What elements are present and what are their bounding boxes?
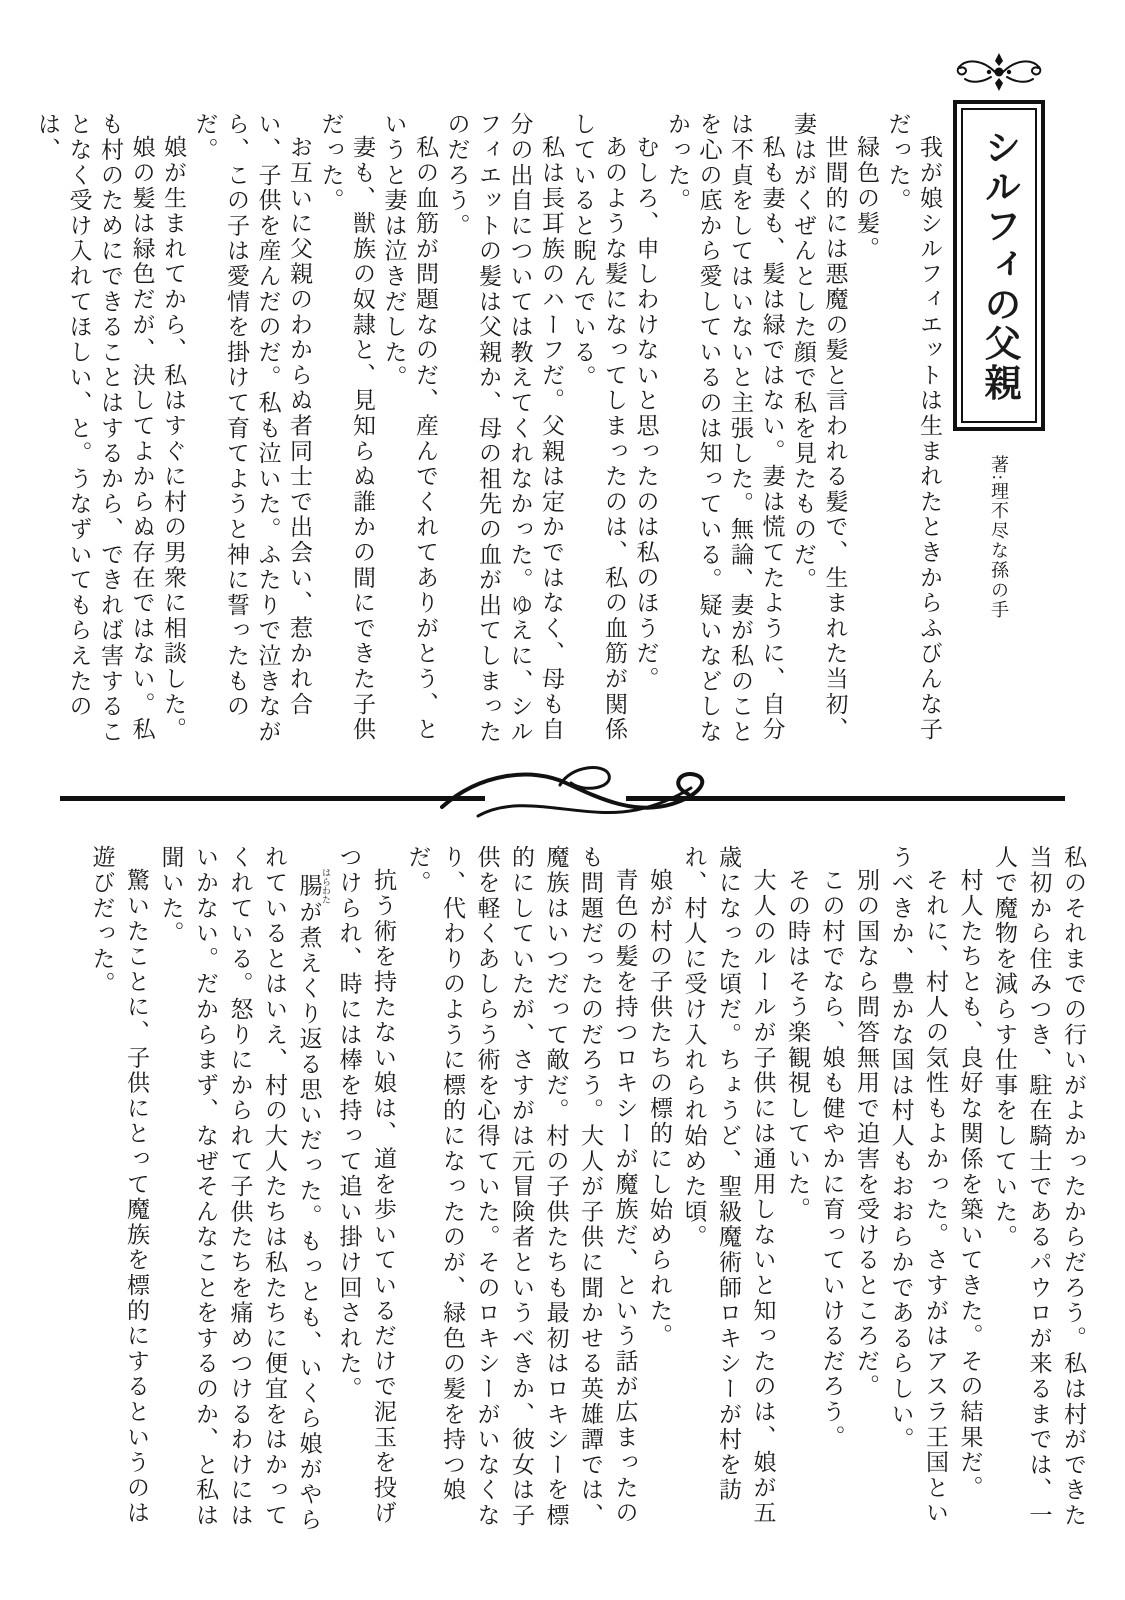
paragraph: 私の血筋が問題なのだ、産んでくれてありがとう、というと妻は泣きだした。 [381,112,438,743]
chapter-title: シルフィの父親 [979,128,1020,403]
fleuron-ornament-icon [951,52,1047,92]
paragraph: 娘が村の子供たちの標的にし始められた。 [647,868,672,1349]
paragraph-rest: が煮えくり返る思いだった。もっとも、いくら娘がやられているとはいえ、村の大人たちは私たちに便宜をはかってくれている。怒りにかられて子供たちを痛めつけるわけにはいかない。だからまず、なぜそんなことをするのか、と私は聞いた。 [158,845,322,1533]
paragraph: 世間的には悪魔の髪と言われる髪で、生まれた当初、妻はがくぜんとした顔で私を見たものだ。 [791,112,848,743]
section-divider-swirl-icon [60,763,1065,825]
chapter-title-box [953,100,1045,431]
paragraph: 私は長耳族のハーフだ。父親は定かではなく、母も自分の出自については教えてくれなかった。ゆえに、シルフィエットの髪は父親か、母の祖先の血が出てしまったのだろう。 [444,112,564,745]
paragraph: 村人たちとも、良好な関係を築いてきた。その結果だ。 [957,868,983,1501]
ruby-text: はらわた [321,868,331,904]
chapter-header [943,52,1055,620]
section-bottom [60,845,1090,1537]
paragraph: 私のそれまでの行いがよかったからだろう。私は村ができた当初から住みつき、駐在騎士であるパウロが来るまでは、一人で魔物を減らす仕事をしていた。 [992,845,1086,1529]
paragraph: お互いに父親のわからぬ者同士で出会い、惹かれ合い、子供を産んだのだ。私も泣いた。ふたりで泣きながら、この子は愛情を掛けて育てようと神に誓ったものだ。 [192,112,312,745]
section-top [35,112,945,752]
paragraph: 緑色の髪。 [854,135,879,262]
paragraph: 私も妻も、髪は緑ではない。妻は慌てたように、自分は不貞をしてはいないと主張した。無論、妻が私のことを心の底から愛しているのは知っている。疑いなどしなかった。 [665,112,785,745]
author-credit: 著:理不尽な孫の手 [989,454,1009,620]
chapter-title-box-inner [961,108,1037,423]
paragraph: 娘の髪は緑色だが、決してよからぬ存在ではない。私も村のためにできることはするから、できれば害することなく受け入れてほしい、と。うなずいてもらえたのは、 [35,112,155,745]
paragraph: 抗う術を持たない娘は、道を歩いているだけで泥玉を投げつけられ、時には棒を持って追い掛け回された。 [336,845,396,1526]
paragraph: それに、村人の気性もよかった。さすがはアスラ王国というべきか、豊かな国は村人もおおらかであるらしい。 [888,845,948,1526]
paragraph: 妻も、獣族の奴隷と、見知らぬ誰かの間にできた子供だった。 [318,112,375,743]
ruby-harawata [296,868,331,904]
paragraph: むしろ、申しわけないと思ったのは私のほうだ。 [633,135,659,692]
paragraph: 大人のルールが子供には通用しないと知ったのは、娘が五歳になった頃だ。ちょうど、聖級魔術師ロキシーが村を訪れ、村人に受け入れられ始めた頃。 [681,845,776,1526]
paragraph: あのような髪になってしまったのは、私の血筋が関係していると睨んでいる。 [570,112,627,743]
paragraph: その時はそう楽観視していた。 [785,868,810,1223]
paragraph: 別の国なら問答無用で迫害を受けるところだ。 [854,868,879,1400]
paragraph: 青色の髪を持つロキシーが魔族だ、という話が広まったのも問題だったのだろう。大人が子供に聞かせる英雄譚では、魔族はいつだって敵だ。村の子供たちも最初はロキシーを標的にしていたが、さすがは元冒険者というべきか、彼女は子供を軽くあしらう術を心得ていた。そのロキシーがいなくなり、代わりのように標的になったのが、緑色の髪を持つ娘だ。 [405,845,638,1529]
paragraph: 娘が生まれてから、私はすぐに村の男衆に相談した。 [161,135,186,743]
paragraph: 驚いたことに、子供にとって魔族を標的にするというのは遊びだった。 [89,845,149,1526]
paragraph: 我が娘シルフィエットは生まれたときからふびんな子だった。 [885,112,942,743]
paragraph: この村でなら、娘も健やかに育っていけるだろう。 [819,868,845,1450]
paragraph-with-ruby [153,845,331,1537]
ruby-base: 腸 [296,868,322,904]
